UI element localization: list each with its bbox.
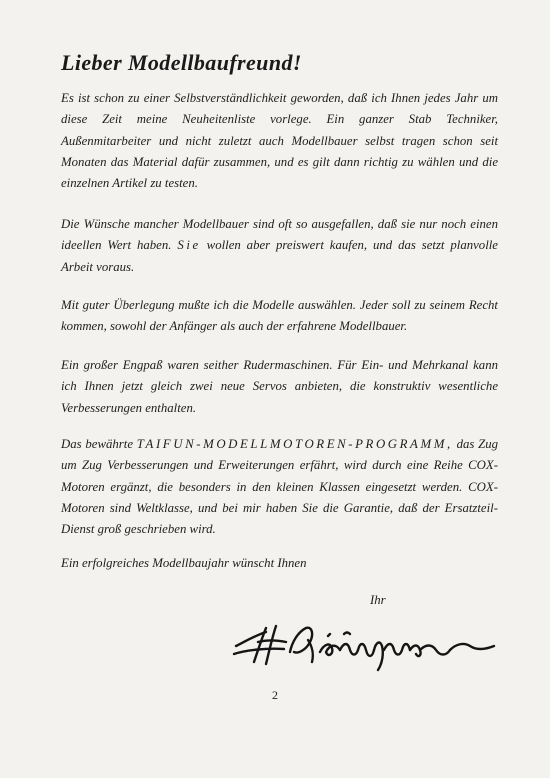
letter-salutation: Lieber Modellbaufreund! [61,50,302,75]
paragraph-motors-emphasis: TAIFUN-MODELLMOTOREN-PROGRAMM, [136,437,453,451]
paragraph-motors-start: Das bewährte [61,437,133,451]
letter-closing: Ein erfolgreiches Modellbaujahr wünscht Ihnen [61,556,307,570]
paragraph-wishes-emphasis: Sie [177,238,201,253]
paragraph-motors-end: das Zug um Zug Verbesserungen und Erweiterungen erfährt, wird durch eine Reihe COX-Motoren ergänzt, die besonders in den kleinen Klassen eingesetzt werden. COX-Motoren sind Weltklasse, und bei mir haben Sie die Garantie, daß der Ersatzteil-Dienst groß geschrieben wird. [61,437,499,537]
paragraph-wishes-end: wollen aber preiswert kaufen, und das setzt planvolle Arbeit voraus. [61,238,498,274]
page-number: 2 [272,688,278,702]
paragraph-selection: Mit guter Überlegung mußte ich die Modelle auswählen. Jeder soll zu seinem Recht kommen, sowohl der Anfänger als auch der erfahrene Modellbauer. [61,298,498,334]
letter-sign-off: Ihr [370,593,386,607]
paragraph-motors [61,434,498,540]
paragraph-intro: Es ist schon zu einer Selbstverständlichkeit geworden, daß ich Ihnen jedes Jahr um diese Zeit meine Neuheitenliste vorlege. Ein ganzer Stab Techniker, Außenmitarbeiter und nicht zuletzt auch Modellbauer selbst tragen schon seit Monaten das Material dafür zusammen, und es gilt dann richtig zu wählen und die einzelnen Artikel zu testen. [61,91,498,191]
paragraph-wishes [61,214,498,278]
paragraph-wishes-start: Die Wünsche mancher Modellbauer sind oft so ausgefallen, daß sie nur noch einen ideellen Wert haben. [61,217,498,253]
paragraph-servos: Ein großer Engpaß waren seither Rudermaschinen. Für Ein- und Mehrkanal kann ich Ihnen jetzt gleich zwei neue Servos anbieten, die konstruktiv wesentliche Verbesserungen enthalten. [61,358,498,415]
handwritten-signature-icon [232,612,502,672]
